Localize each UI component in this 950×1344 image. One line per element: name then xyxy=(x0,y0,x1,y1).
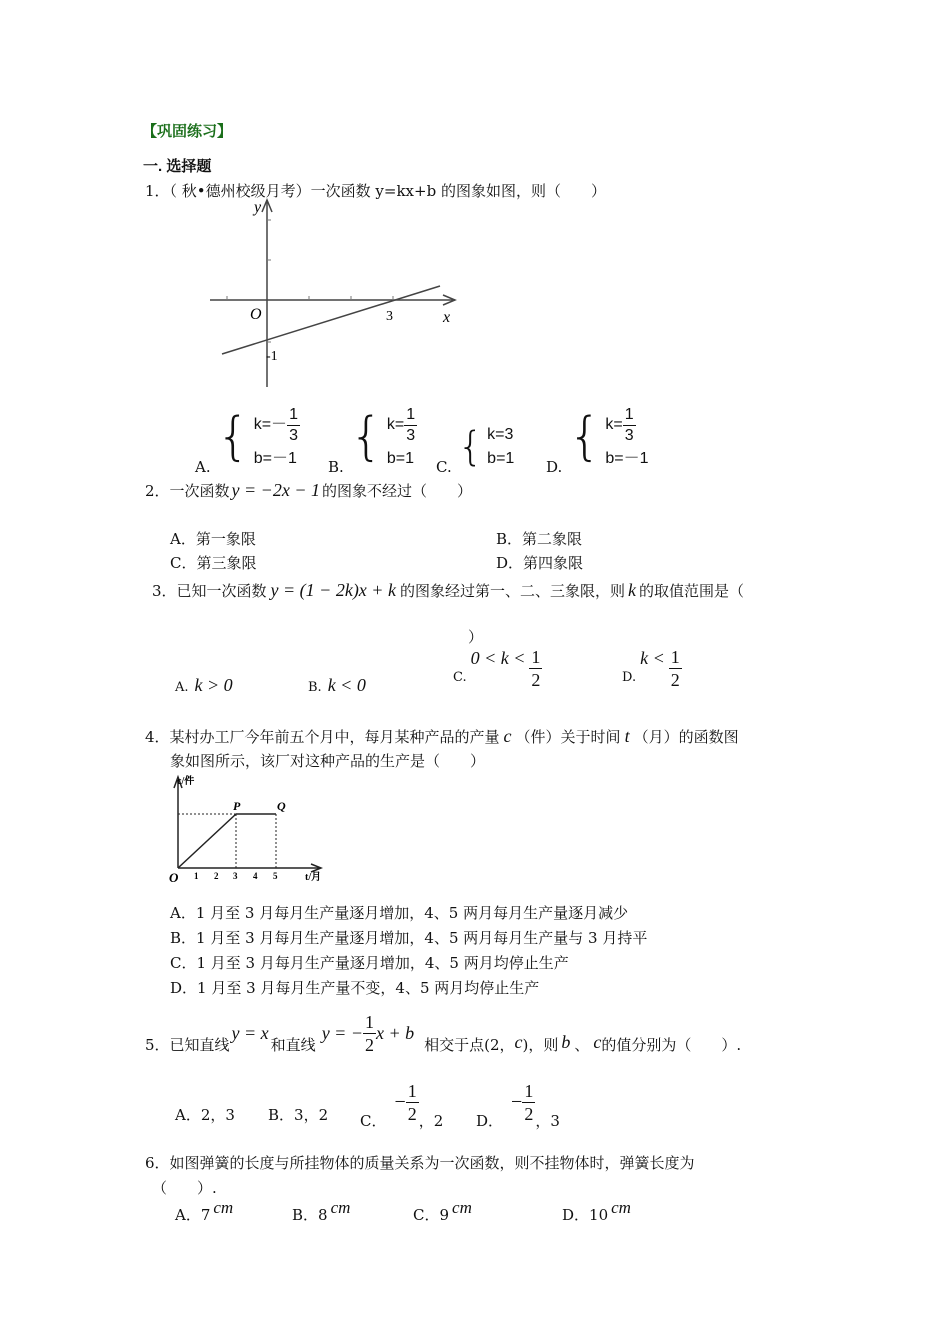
q5-option-d-tail: ，3 xyxy=(535,1112,560,1130)
q4-tick-3: 3 xyxy=(233,871,238,881)
q5-prefix: 5．已知直线 xyxy=(145,1036,230,1054)
q1-option-a-k: k=－ xyxy=(253,416,288,434)
q5-option-d-sign: − xyxy=(511,1091,523,1113)
q4-y-label: c/件 xyxy=(177,776,195,787)
q1-option-d-den: 3 xyxy=(624,426,634,444)
q5-suffix: 的值分别为（ ）. xyxy=(601,1036,742,1054)
q4-option-d[interactable]: D．1 月至 3 月每月生产量不变，4、5 两月均停止生产 xyxy=(170,979,540,997)
q3-option-b[interactable] xyxy=(308,675,366,696)
q4-stem-line2: 象如图所示，该厂对这种产品的生产是（ ） xyxy=(170,752,486,770)
q4-x-label: t/月 xyxy=(305,872,322,883)
q3-option-d-letter: D. xyxy=(622,670,637,685)
q6-line2: （ ）. xyxy=(152,1179,217,1197)
q3-option-a-expr: k > 0 xyxy=(194,675,233,695)
q1-option-c-brace: { xyxy=(457,424,484,470)
q1-option-d-letter: D. xyxy=(546,458,563,476)
q5-option-d-num: 1 xyxy=(524,1081,534,1101)
section-title: 【巩固练习】 xyxy=(142,123,233,140)
q1-option-c-letter: C. xyxy=(436,458,452,476)
q3-option-b-expr: k < 0 xyxy=(327,675,366,695)
q4-q-label: Q xyxy=(277,799,286,813)
q2-option-b[interactable]: B．第二象限 xyxy=(496,530,583,548)
q6-option-b-letter: B．8 xyxy=(292,1206,328,1224)
q5-var-c2: c xyxy=(593,1032,602,1052)
q1-x-label: x xyxy=(443,309,451,326)
q1-option-b[interactable] xyxy=(328,398,417,476)
q3-option-a-letter: A. xyxy=(175,680,189,695)
q5-option-d-letter: D． xyxy=(476,1112,504,1130)
q4-line1-a: 4．某村办工厂今年前五个月中，每月某种产品的产量 xyxy=(145,728,500,746)
q3-mid: 的图象经过第一、二、三象限，则 xyxy=(399,582,625,600)
q5-option-c-sign: − xyxy=(394,1091,406,1113)
q6-option-d[interactable] xyxy=(562,1198,631,1225)
q5-line1: y = x xyxy=(231,1023,269,1043)
q3-option-a[interactable] xyxy=(175,675,233,696)
q4-var-c: c xyxy=(503,726,512,746)
q2-option-c[interactable]: C．第三象限 xyxy=(170,554,257,572)
q1-y-label: y xyxy=(254,199,262,216)
q1-option-b-k: k= xyxy=(386,416,405,434)
q6-option-c[interactable] xyxy=(413,1198,472,1225)
q5-and: 和直线 xyxy=(270,1036,316,1054)
q3-option-c[interactable] xyxy=(453,647,542,690)
q3-option-b-letter: B. xyxy=(308,680,322,695)
q6-option-b[interactable] xyxy=(292,1198,350,1225)
q4-tick-2: 2 xyxy=(214,871,219,881)
q6-line1: 6．如图弹簧的长度与所挂物体的质量关系为一次函数，则不挂物体时，弹簧长度为 xyxy=(145,1154,695,1172)
q2-option-d[interactable]: D．第四象限 xyxy=(496,554,584,572)
q1-y-intercept-label: -1 xyxy=(266,349,278,364)
q5-mid2: )，则 xyxy=(522,1036,559,1054)
q1-option-c[interactable] xyxy=(436,418,514,476)
q5-option-c-letter: C． xyxy=(360,1112,387,1130)
q1-x-intercept-label: 3 xyxy=(386,309,393,324)
q1-option-a[interactable] xyxy=(195,398,300,476)
q1-option-b-den: 3 xyxy=(406,426,416,444)
q2-option-a[interactable]: A．第一象限 xyxy=(170,530,256,548)
q4-option-c[interactable]: C．1 月至 3 月每月生产量逐月增加，4、5 两月均停止生产 xyxy=(170,954,569,972)
q5-option-c-num: 1 xyxy=(407,1081,417,1101)
q6-option-c-unit: cm xyxy=(452,1198,472,1217)
q5-option-d-den: 2 xyxy=(524,1104,534,1124)
q5-option-c-tail: ，2 xyxy=(418,1112,444,1130)
q1-option-d[interactable] xyxy=(546,398,649,476)
q5-option-c-den: 2 xyxy=(407,1104,417,1124)
q1-option-a-b: b=－1 xyxy=(253,449,297,467)
q5-option-c[interactable] xyxy=(360,1074,443,1131)
q5-stem xyxy=(145,1012,741,1055)
q5-var-c: c xyxy=(514,1032,523,1052)
q4-line1-c: （月）的函数图 xyxy=(633,728,739,746)
q5-line2-post: x + b xyxy=(375,1023,415,1043)
q5-option-d[interactable] xyxy=(476,1074,560,1131)
q5-sep: 、 xyxy=(574,1036,590,1054)
q6-option-d-unit: cm xyxy=(611,1198,631,1217)
q6-option-c-letter: C．9 xyxy=(413,1206,450,1224)
q4-graph xyxy=(165,772,335,887)
q4-tick-1: 1 xyxy=(194,871,199,881)
q5-num: 1 xyxy=(364,1012,374,1032)
q5-option-a[interactable]: A．2，3 xyxy=(175,1106,235,1124)
q3-option-c-letter: C. xyxy=(453,670,467,685)
q6-option-a[interactable] xyxy=(175,1198,233,1225)
q4-option-b[interactable]: B．1 月至 3 月每月生产量逐月增加，4、5 两月每月生产量与 3 月持平 xyxy=(170,929,648,947)
q1-option-b-letter: B. xyxy=(328,458,344,476)
q6-option-a-unit: cm xyxy=(213,1198,234,1217)
q3-option-d-num: 1 xyxy=(670,647,680,667)
q4-tick-5: 5 xyxy=(273,871,278,881)
q4-option-a[interactable]: A．1 月至 3 月每月生产量逐月增加，4、5 两月每月生产量逐月减少 xyxy=(170,904,629,922)
q6-option-b-unit: cm xyxy=(330,1198,351,1217)
q4-rise-line xyxy=(178,814,236,868)
q1-option-a-num: 1 xyxy=(289,405,298,423)
q2-formula: y = −2x − 1 xyxy=(231,480,320,500)
q1-option-a-brace: { xyxy=(216,407,250,467)
q3-option-c-expr: 0 < k < xyxy=(470,648,526,668)
q6-option-d-letter: D．10 xyxy=(562,1206,609,1224)
q3-suffix: 的取值范围是（ xyxy=(638,582,744,600)
q3-option-d[interactable] xyxy=(622,647,682,690)
q1-option-c-b: b=1 xyxy=(487,450,515,467)
q3-prefix: 3．已知一次函数 xyxy=(152,582,267,600)
q1-origin-label: O xyxy=(250,306,262,323)
q5-mid: 相交于点(2， xyxy=(424,1036,515,1054)
q3-var: k xyxy=(627,580,636,600)
q3-formula: y = (1 − 2k)x + k xyxy=(270,580,396,600)
q4-p-label: P xyxy=(233,799,241,813)
q4-var-t: t xyxy=(624,726,630,746)
q5-line2-pre: y = − xyxy=(321,1023,363,1043)
q2-stem xyxy=(145,480,472,501)
q2-suffix: 的图象不经过（ ） xyxy=(321,482,472,500)
q3-option-d-expr: k < xyxy=(640,648,665,668)
part-title: 一. 选择题 xyxy=(143,158,212,175)
q3-close-paren: ） xyxy=(468,628,484,646)
q5-den: 2 xyxy=(364,1035,374,1055)
q6-option-a-letter: A．7 xyxy=(175,1206,211,1224)
q4-stem-line1 xyxy=(145,726,739,747)
q1-option-d-k: k= xyxy=(605,416,623,434)
q4-tick-4: 4 xyxy=(253,871,258,881)
q5-var-b: b xyxy=(561,1032,571,1052)
q1-option-b-num: 1 xyxy=(406,405,416,423)
q1-option-a-letter: A. xyxy=(195,458,211,476)
q2-prefix: 2．一次函数 xyxy=(145,482,230,500)
q1-option-d-num: 1 xyxy=(624,405,634,423)
q1-option-c-k: k=3 xyxy=(487,426,514,444)
q1-option-d-brace: { xyxy=(568,407,602,467)
q3-option-c-num: 1 xyxy=(531,647,541,667)
q1-option-a-den: 3 xyxy=(289,426,298,444)
q3-option-c-den: 2 xyxy=(531,670,541,690)
q1-option-b-b: b=1 xyxy=(386,449,415,467)
q4-origin: O xyxy=(169,870,179,885)
q5-option-b[interactable]: B．3，2 xyxy=(268,1106,329,1124)
q1-option-d-b: b=－1 xyxy=(605,449,649,467)
q3-option-d-den: 2 xyxy=(670,670,680,690)
q1-graph xyxy=(200,192,470,392)
q1-text: 1．（ 秋•德州校级月考）一次函数 y=kx+b 的图象如图，则（ ） xyxy=(145,182,606,200)
q3-stem xyxy=(152,580,744,601)
q1-option-b-brace: { xyxy=(349,407,383,467)
q4-line1-b: （件）关于时间 xyxy=(515,728,621,746)
